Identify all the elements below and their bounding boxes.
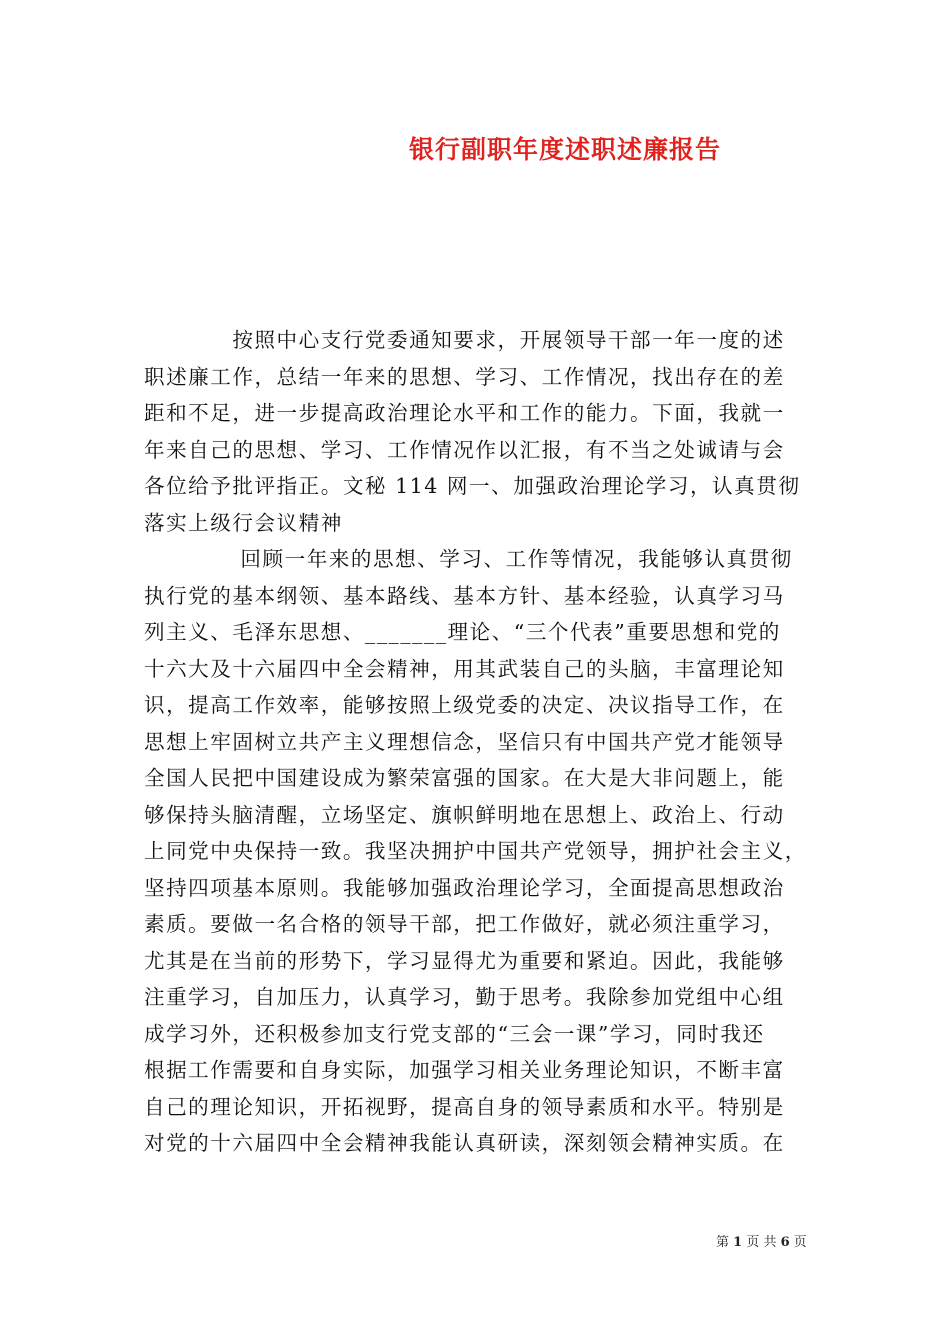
footer-page-current: 1 <box>733 1235 743 1250</box>
body-line: 各位给予批评指正。文秘 114 网一、加强政治理论学习，认真贯彻 <box>144 474 801 498</box>
body-line: 按照中心支行党委通知要求，开展领导干部一年一度的述 <box>144 328 785 352</box>
body-line: 够保持头脑清醒，立场坚定、旗帜鲜明地在思想上、政治上、行动 <box>144 802 785 827</box>
body-line: 执行党的基本纲领、基本路线、基本方针、基本经验，认真学习马 <box>144 583 785 608</box>
body-line: 思想上牢固树立共产主义理想信念，坚信只有中国共产党才能领导 <box>144 729 785 754</box>
body-line: 识，提高工作效率，能够按照上级党委的决定、决议指导工作，在 <box>144 693 785 717</box>
footer-page-total: 6 <box>780 1235 790 1250</box>
body-line: 年来自己的思想、学习、工作情况作以汇报，有不当之处诚请与会 <box>144 437 785 462</box>
body-line: 对党的十六届四中全会精神我能认真研读，深刻领会精神实质。在 <box>144 1131 785 1155</box>
body-line: 列主义、毛泽东思想、_______理论、“三个代表”重要思想和党的 <box>144 620 781 644</box>
page-footer <box>716 1231 807 1250</box>
body-line: 职述廉工作，总结一年来的思想、学习、工作情况，找出存在的差 <box>144 364 785 389</box>
body-line: 注重学习，自加压力，认真学习，勤于思考。我除参加党组中心组 <box>144 985 785 1009</box>
footer-middle: 页 共 <box>742 1235 781 1250</box>
body-line: 回顾一年来的思想、学习、工作等情况，我能够认真贯彻 <box>144 547 793 571</box>
document-title: 银行副职年度述职述廉报告 <box>408 135 721 164</box>
body-line: 十六大及十六届四中全会精神，用其武装自己的头脑，丰富理论知 <box>144 656 785 681</box>
body-line: 素质。要做一名合格的领导干部，把工作做好，就必须注重学习， <box>144 912 785 936</box>
document-body <box>144 322 809 1162</box>
body-line: 根据工作需要和自身实际，加强学习相关业务理论知识，不断丰富 <box>144 1058 785 1082</box>
body-line: 距和不足，进一步提高政治理论水平和工作的能力。下面，我就一 <box>144 401 785 425</box>
body-line: 落实上级行会议精神 <box>144 510 343 535</box>
body-line: 尤其是在当前的形势下，学习显得尤为重要和紧迫。因此，我能够 <box>144 948 785 973</box>
body-line: 成学习外，还积极参加支行党支部的“三会一课”学习，同时我还 <box>144 1021 765 1046</box>
body-line: 坚持四项基本原则。我能够加强政治理论学习，全面提高思想政治 <box>144 875 785 900</box>
body-line: 自己的理论知识，开拓视野，提高自身的领导素质和水平。特别是 <box>144 1094 785 1119</box>
body-line: 上同党中央保持一致。我坚决拥护中国共产党领导，拥护社会主义， <box>144 839 807 863</box>
footer-suffix: 页 <box>789 1235 807 1250</box>
footer-prefix: 第 <box>716 1235 734 1250</box>
body-line: 全国人民把中国建设成为繁荣富强的国家。在大是大非问题上，能 <box>144 766 785 790</box>
